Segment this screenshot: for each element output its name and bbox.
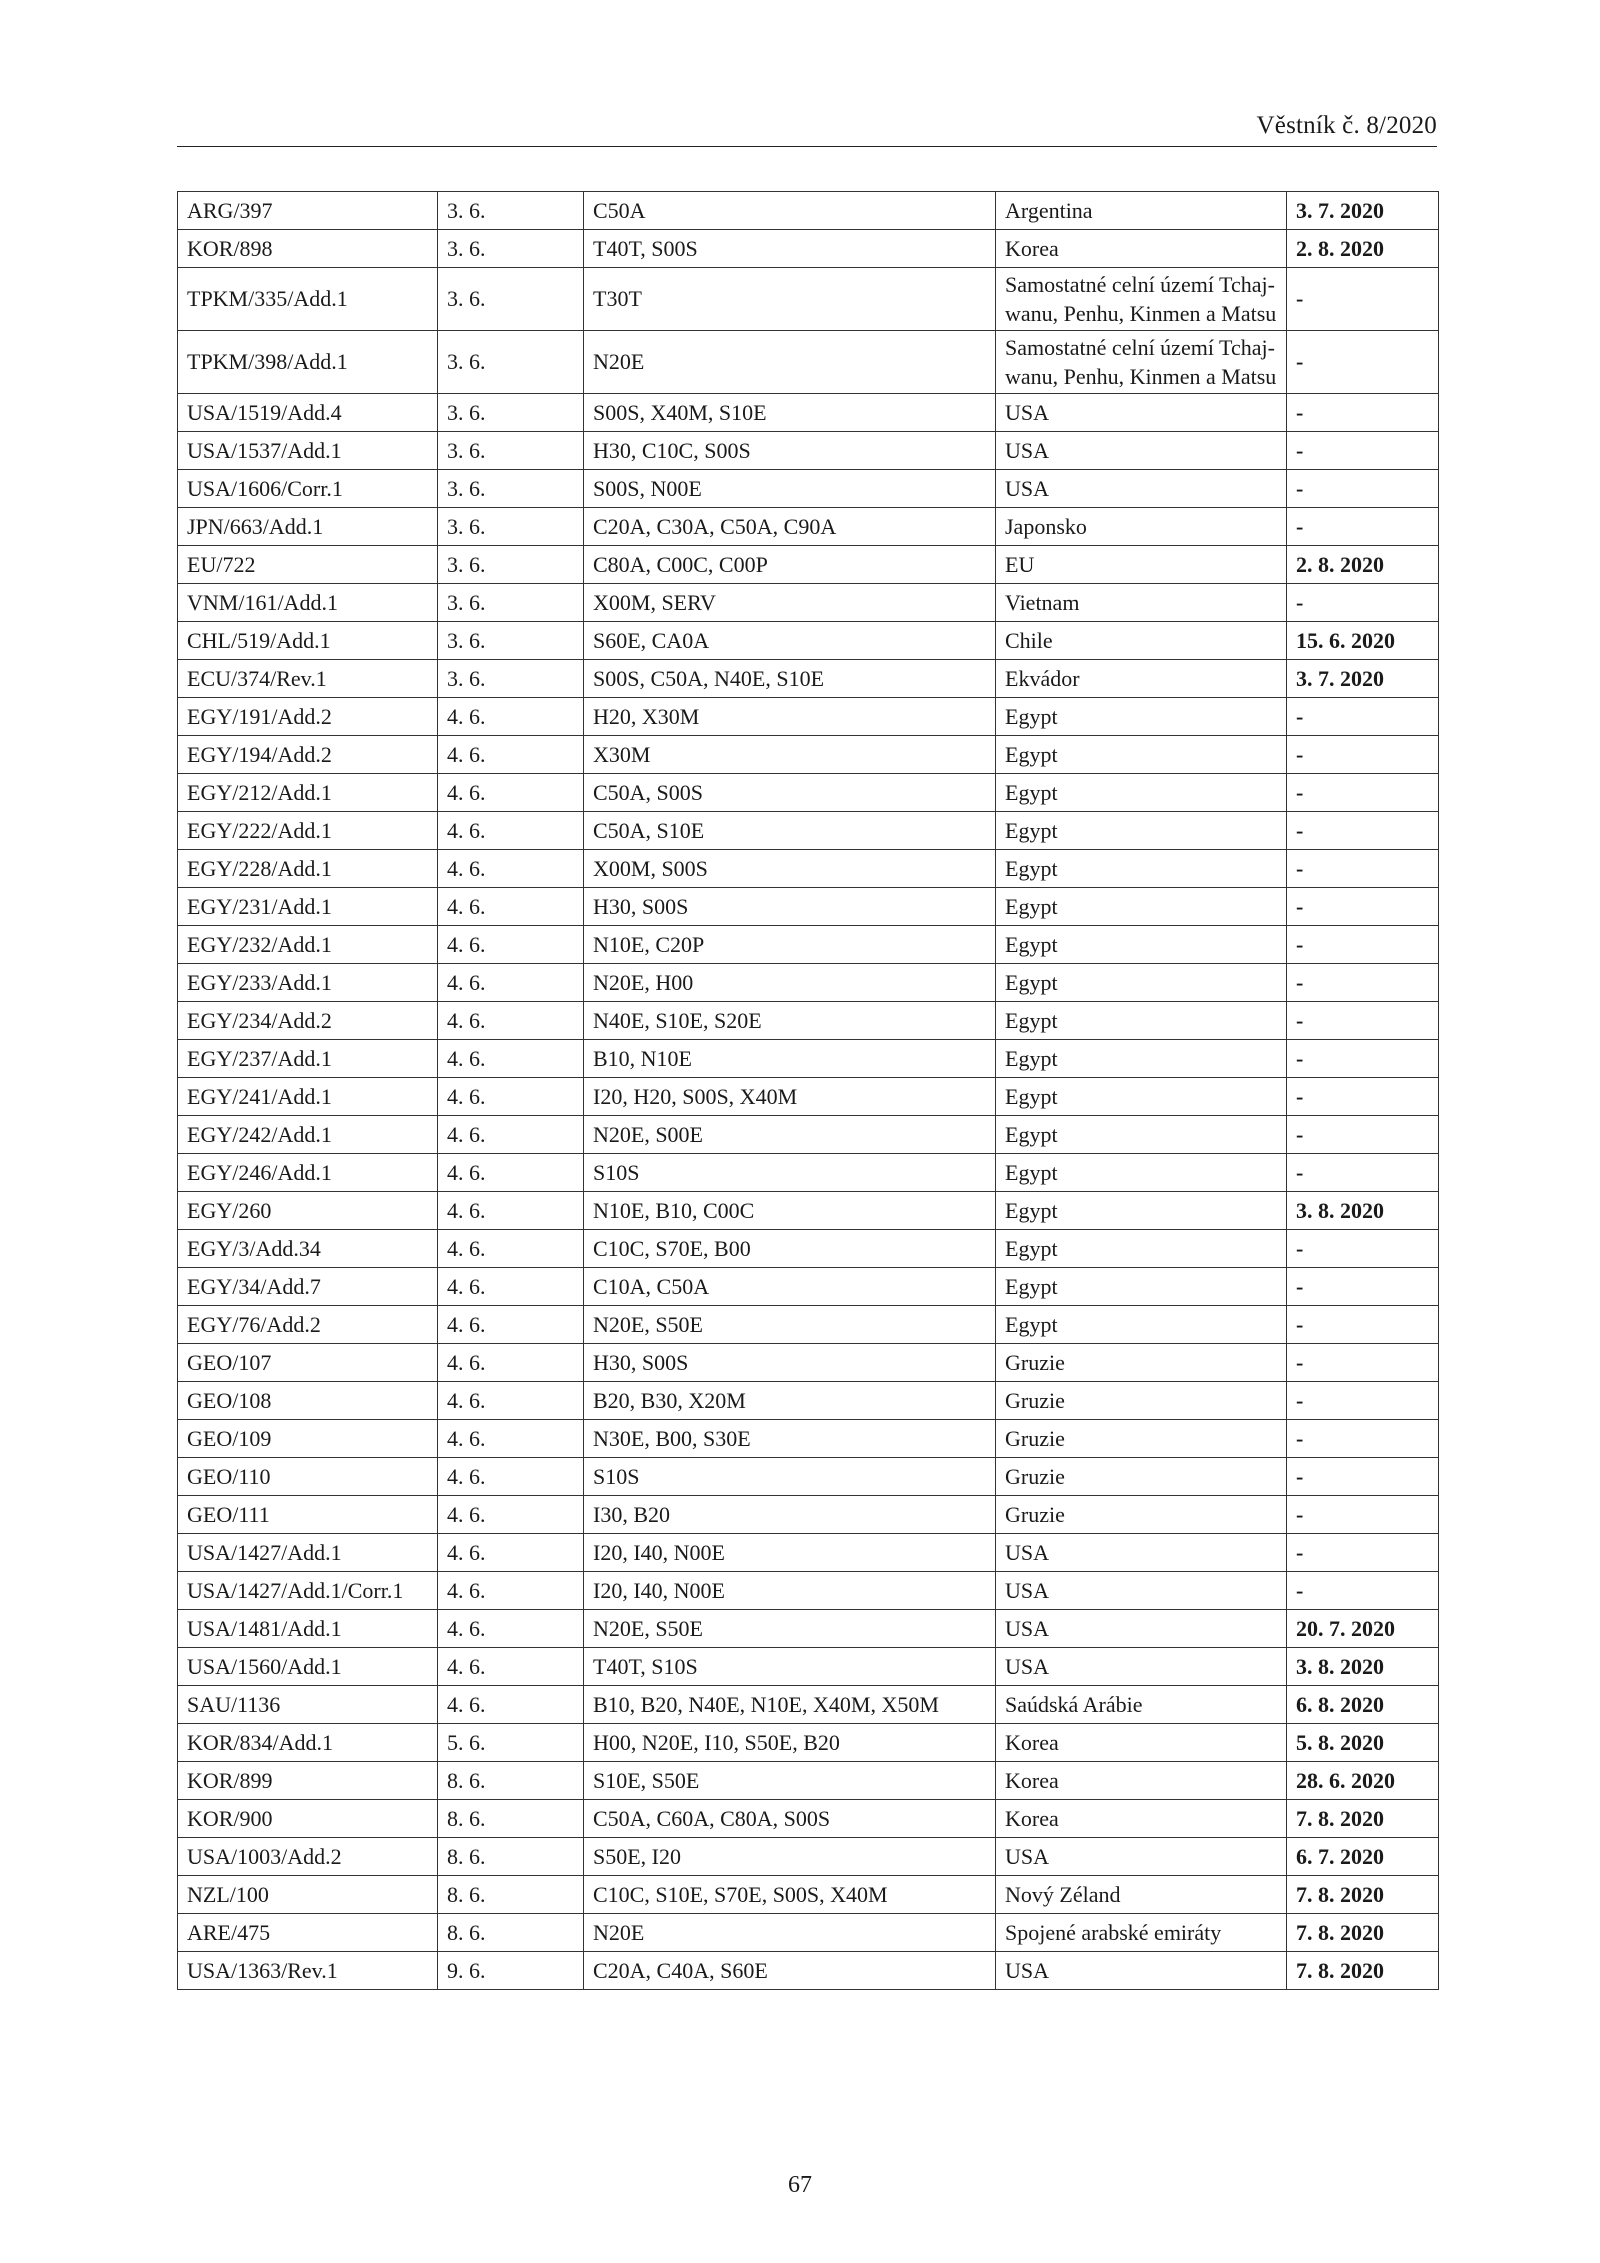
cell-comment-deadline: 20. 7. 2020	[1287, 1610, 1439, 1648]
cell-comment-deadline: 7. 8. 2020	[1287, 1952, 1439, 1990]
cell-comment-deadline: -	[1287, 698, 1439, 736]
cell-country: Nový Zéland	[996, 1876, 1287, 1914]
cell-comment-deadline: 3. 7. 2020	[1287, 660, 1439, 698]
cell-country: Egypt	[996, 888, 1287, 926]
cell-document-symbol: NZL/100	[178, 1876, 438, 1914]
cell-comment-deadline: -	[1287, 1116, 1439, 1154]
cell-date: 4. 6.	[438, 774, 584, 812]
cell-document-symbol: EGY/212/Add.1	[178, 774, 438, 812]
cell-country: Egypt	[996, 850, 1287, 888]
cell-date: 3. 6.	[438, 192, 584, 230]
cell-ics-codes: N20E	[584, 331, 996, 394]
cell-document-symbol: USA/1560/Add.1	[178, 1648, 438, 1686]
notifications-table	[177, 191, 1439, 1990]
cell-ics-codes: S10S	[584, 1458, 996, 1496]
cell-date: 8. 6.	[438, 1876, 584, 1914]
cell-date: 4. 6.	[438, 888, 584, 926]
cell-document-symbol: JPN/663/Add.1	[178, 508, 438, 546]
cell-document-symbol: EGY/228/Add.1	[178, 850, 438, 888]
cell-country: USA	[996, 1534, 1287, 1572]
cell-ics-codes: S10E, S50E	[584, 1762, 996, 1800]
table-row	[178, 1762, 1439, 1800]
cell-date: 4. 6.	[438, 736, 584, 774]
cell-ics-codes: C10A, C50A	[584, 1268, 996, 1306]
table-row	[178, 1800, 1439, 1838]
cell-date: 8. 6.	[438, 1800, 584, 1838]
cell-ics-codes: X00M, SERV	[584, 584, 996, 622]
cell-comment-deadline: -	[1287, 736, 1439, 774]
cell-ics-codes: C50A, S00S	[584, 774, 996, 812]
cell-country: Egypt	[996, 736, 1287, 774]
cell-document-symbol: SAU/1136	[178, 1686, 438, 1724]
cell-date: 4. 6.	[438, 812, 584, 850]
table-row	[178, 1572, 1439, 1610]
cell-document-symbol: GEO/111	[178, 1496, 438, 1534]
cell-document-symbol: EGY/234/Add.2	[178, 1002, 438, 1040]
cell-ics-codes: N20E, H00	[584, 964, 996, 1002]
cell-ics-codes: C50A, C60A, C80A, S00S	[584, 1800, 996, 1838]
cell-ics-codes: C10C, S10E, S70E, S00S, X40M	[584, 1876, 996, 1914]
cell-ics-codes: N30E, B00, S30E	[584, 1420, 996, 1458]
cell-country: Japonsko	[996, 508, 1287, 546]
cell-ics-codes: I20, I40, N00E	[584, 1572, 996, 1610]
cell-date: 4. 6.	[438, 1306, 584, 1344]
cell-date: 4. 6.	[438, 1420, 584, 1458]
cell-country: Egypt	[996, 1078, 1287, 1116]
cell-ics-codes: N40E, S10E, S20E	[584, 1002, 996, 1040]
table-row	[178, 508, 1439, 546]
cell-comment-deadline: -	[1287, 331, 1439, 394]
cell-ics-codes: C50A	[584, 192, 996, 230]
cell-document-symbol: GEO/110	[178, 1458, 438, 1496]
cell-country: Egypt	[996, 1154, 1287, 1192]
table-row	[178, 1914, 1439, 1952]
cell-ics-codes: C50A, S10E	[584, 812, 996, 850]
cell-comment-deadline: -	[1287, 394, 1439, 432]
table-row	[178, 698, 1439, 736]
cell-document-symbol: CHL/519/Add.1	[178, 622, 438, 660]
cell-ics-codes: B10, B20, N40E, N10E, X40M, X50M	[584, 1686, 996, 1724]
cell-ics-codes: I30, B20	[584, 1496, 996, 1534]
cell-country: Korea	[996, 1762, 1287, 1800]
cell-comment-deadline: 3. 7. 2020	[1287, 192, 1439, 230]
cell-comment-deadline: -	[1287, 1040, 1439, 1078]
cell-document-symbol: USA/1427/Add.1	[178, 1534, 438, 1572]
cell-country: Egypt	[996, 926, 1287, 964]
cell-document-symbol: TPKM/335/Add.1	[178, 268, 438, 331]
table-row	[178, 331, 1439, 394]
cell-comment-deadline: 7. 8. 2020	[1287, 1800, 1439, 1838]
cell-comment-deadline: -	[1287, 1458, 1439, 1496]
cell-country: USA	[996, 394, 1287, 432]
cell-comment-deadline: -	[1287, 1154, 1439, 1192]
table-row	[178, 432, 1439, 470]
cell-document-symbol: EGY/260	[178, 1192, 438, 1230]
cell-comment-deadline: -	[1287, 1306, 1439, 1344]
cell-date: 3. 6.	[438, 546, 584, 584]
cell-ics-codes: T40T, S10S	[584, 1648, 996, 1686]
cell-country: Egypt	[996, 698, 1287, 736]
cell-date: 4. 6.	[438, 1268, 584, 1306]
cell-ics-codes: C20A, C30A, C50A, C90A	[584, 508, 996, 546]
cell-date: 4. 6.	[438, 1002, 584, 1040]
cell-document-symbol: TPKM/398/Add.1	[178, 331, 438, 394]
cell-document-symbol: EGY/242/Add.1	[178, 1116, 438, 1154]
cell-country: Vietnam	[996, 584, 1287, 622]
cell-comment-deadline: -	[1287, 1572, 1439, 1610]
cell-country: USA	[996, 1572, 1287, 1610]
cell-country: EU	[996, 546, 1287, 584]
cell-ics-codes: H20, X30M	[584, 698, 996, 736]
table-row	[178, 1534, 1439, 1572]
cell-country: Samostatné celní území Tchaj-wanu, Penhu, Kinmen a Matsu	[996, 268, 1287, 331]
table-row	[178, 1724, 1439, 1762]
cell-date: 4. 6.	[438, 1496, 584, 1534]
cell-country: Gruzie	[996, 1458, 1287, 1496]
table-row	[178, 1002, 1439, 1040]
cell-comment-deadline: -	[1287, 1078, 1439, 1116]
cell-country: Egypt	[996, 812, 1287, 850]
table-row	[178, 192, 1439, 230]
cell-comment-deadline: -	[1287, 1344, 1439, 1382]
cell-document-symbol: EGY/194/Add.2	[178, 736, 438, 774]
cell-comment-deadline: -	[1287, 1230, 1439, 1268]
cell-date: 3. 6.	[438, 508, 584, 546]
cell-date: 4. 6.	[438, 1230, 584, 1268]
cell-document-symbol: EGY/246/Add.1	[178, 1154, 438, 1192]
cell-date: 4. 6.	[438, 1572, 584, 1610]
cell-date: 3. 6.	[438, 622, 584, 660]
cell-comment-deadline: -	[1287, 1382, 1439, 1420]
cell-ics-codes: I20, I40, N00E	[584, 1534, 996, 1572]
cell-country: USA	[996, 1610, 1287, 1648]
cell-comment-deadline: 6. 8. 2020	[1287, 1686, 1439, 1724]
cell-ics-codes: H00, N20E, I10, S50E, B20	[584, 1724, 996, 1762]
cell-ics-codes: N20E, S50E	[584, 1306, 996, 1344]
table-row	[178, 1420, 1439, 1458]
cell-comment-deadline: -	[1287, 812, 1439, 850]
cell-document-symbol: EGY/233/Add.1	[178, 964, 438, 1002]
cell-country: Egypt	[996, 1192, 1287, 1230]
cell-country: Egypt	[996, 1116, 1287, 1154]
cell-date: 4. 6.	[438, 1648, 584, 1686]
cell-document-symbol: EGY/34/Add.7	[178, 1268, 438, 1306]
cell-date: 3. 6.	[438, 432, 584, 470]
cell-comment-deadline: 15. 6. 2020	[1287, 622, 1439, 660]
cell-date: 4. 6.	[438, 1534, 584, 1572]
cell-comment-deadline: -	[1287, 1002, 1439, 1040]
table-row	[178, 230, 1439, 268]
cell-country: Egypt	[996, 774, 1287, 812]
cell-date: 4. 6.	[438, 1344, 584, 1382]
cell-country: Spojené arabské emiráty	[996, 1914, 1287, 1952]
table-row	[178, 1876, 1439, 1914]
cell-document-symbol: EGY/222/Add.1	[178, 812, 438, 850]
cell-document-symbol: EGY/191/Add.2	[178, 698, 438, 736]
cell-country: Egypt	[996, 1002, 1287, 1040]
cell-comment-deadline: 3. 8. 2020	[1287, 1648, 1439, 1686]
table-row	[178, 774, 1439, 812]
header-divider	[177, 146, 1437, 147]
table-row	[178, 850, 1439, 888]
table-row	[178, 1268, 1439, 1306]
cell-country: USA	[996, 432, 1287, 470]
table-row	[178, 584, 1439, 622]
cell-document-symbol: USA/1519/Add.4	[178, 394, 438, 432]
cell-comment-deadline: -	[1287, 926, 1439, 964]
cell-country: Egypt	[996, 1306, 1287, 1344]
cell-country: Egypt	[996, 1268, 1287, 1306]
cell-comment-deadline: -	[1287, 1534, 1439, 1572]
cell-comment-deadline: -	[1287, 774, 1439, 812]
table-row	[178, 1952, 1439, 1990]
table-row	[178, 1838, 1439, 1876]
table-row	[178, 394, 1439, 432]
table-row	[178, 964, 1439, 1002]
cell-country: Korea	[996, 230, 1287, 268]
cell-document-symbol: ECU/374/Rev.1	[178, 660, 438, 698]
cell-document-symbol: USA/1003/Add.2	[178, 1838, 438, 1876]
cell-document-symbol: KOR/834/Add.1	[178, 1724, 438, 1762]
cell-country: USA	[996, 1838, 1287, 1876]
table-row	[178, 1648, 1439, 1686]
cell-country: Gruzie	[996, 1496, 1287, 1534]
cell-date: 3. 6.	[438, 660, 584, 698]
cell-date: 3. 6.	[438, 584, 584, 622]
cell-comment-deadline: 2. 8. 2020	[1287, 546, 1439, 584]
cell-ics-codes: S50E, I20	[584, 1838, 996, 1876]
cell-ics-codes: X00M, S00S	[584, 850, 996, 888]
cell-document-symbol: USA/1481/Add.1	[178, 1610, 438, 1648]
cell-country: Gruzie	[996, 1344, 1287, 1382]
cell-ics-codes: N10E, B10, C00C	[584, 1192, 996, 1230]
cell-ics-codes: I20, H20, S00S, X40M	[584, 1078, 996, 1116]
table-row	[178, 812, 1439, 850]
cell-comment-deadline: -	[1287, 1268, 1439, 1306]
cell-ics-codes: C20A, C40A, S60E	[584, 1952, 996, 1990]
cell-date: 4. 6.	[438, 926, 584, 964]
cell-date: 4. 6.	[438, 1154, 584, 1192]
cell-ics-codes: H30, S00S	[584, 1344, 996, 1382]
table-row	[178, 622, 1439, 660]
cell-document-symbol: EGY/237/Add.1	[178, 1040, 438, 1078]
cell-ics-codes: H30, S00S	[584, 888, 996, 926]
cell-comment-deadline: -	[1287, 888, 1439, 926]
cell-ics-codes: C80A, C00C, C00P	[584, 546, 996, 584]
cell-comment-deadline: 2. 8. 2020	[1287, 230, 1439, 268]
cell-country: Egypt	[996, 1040, 1287, 1078]
cell-ics-codes: S00S, N00E	[584, 470, 996, 508]
cell-document-symbol: EU/722	[178, 546, 438, 584]
table-row	[178, 268, 1439, 331]
table-row	[178, 660, 1439, 698]
cell-date: 3. 6.	[438, 230, 584, 268]
cell-country: USA	[996, 1648, 1287, 1686]
table-row	[178, 888, 1439, 926]
cell-document-symbol: USA/1363/Rev.1	[178, 1952, 438, 1990]
cell-document-symbol: GEO/108	[178, 1382, 438, 1420]
cell-ics-codes: H30, C10C, S00S	[584, 432, 996, 470]
cell-date: 4. 6.	[438, 1040, 584, 1078]
table-row	[178, 926, 1439, 964]
cell-comment-deadline: 28. 6. 2020	[1287, 1762, 1439, 1800]
cell-document-symbol: ARG/397	[178, 192, 438, 230]
cell-country: Egypt	[996, 1230, 1287, 1268]
cell-document-symbol: USA/1606/Corr.1	[178, 470, 438, 508]
cell-document-symbol: KOR/899	[178, 1762, 438, 1800]
cell-date: 4. 6.	[438, 1192, 584, 1230]
cell-document-symbol: USA/1537/Add.1	[178, 432, 438, 470]
table-row	[178, 546, 1439, 584]
cell-date: 4. 6.	[438, 1078, 584, 1116]
cell-document-symbol: ARE/475	[178, 1914, 438, 1952]
cell-document-symbol: VNM/161/Add.1	[178, 584, 438, 622]
cell-country: Saúdská Arábie	[996, 1686, 1287, 1724]
cell-date: 8. 6.	[438, 1762, 584, 1800]
cell-country: Ekvádor	[996, 660, 1287, 698]
cell-date: 4. 6.	[438, 1116, 584, 1154]
cell-country: Gruzie	[996, 1382, 1287, 1420]
table-row	[178, 1040, 1439, 1078]
cell-country: Argentina	[996, 192, 1287, 230]
cell-ics-codes: X30M	[584, 736, 996, 774]
table-row	[178, 1116, 1439, 1154]
cell-country: Egypt	[996, 964, 1287, 1002]
cell-comment-deadline: -	[1287, 584, 1439, 622]
cell-date: 4. 6.	[438, 1610, 584, 1648]
cell-comment-deadline: 7. 8. 2020	[1287, 1914, 1439, 1952]
cell-comment-deadline: 5. 8. 2020	[1287, 1724, 1439, 1762]
cell-date: 4. 6.	[438, 1458, 584, 1496]
cell-date: 8. 6.	[438, 1914, 584, 1952]
cell-date: 4. 6.	[438, 850, 584, 888]
cell-date: 4. 6.	[438, 964, 584, 1002]
cell-country: USA	[996, 1952, 1287, 1990]
table-row	[178, 1496, 1439, 1534]
cell-ics-codes: S10S	[584, 1154, 996, 1192]
table-body	[178, 192, 1439, 1990]
cell-date: 5. 6.	[438, 1724, 584, 1762]
cell-date: 9. 6.	[438, 1952, 584, 1990]
cell-comment-deadline: -	[1287, 508, 1439, 546]
table-row	[178, 1230, 1439, 1268]
cell-ics-codes: S60E, CA0A	[584, 622, 996, 660]
cell-ics-codes: B10, N10E	[584, 1040, 996, 1078]
cell-date: 4. 6.	[438, 698, 584, 736]
cell-date: 3. 6.	[438, 268, 584, 331]
cell-document-symbol: GEO/109	[178, 1420, 438, 1458]
table-row	[178, 1344, 1439, 1382]
cell-comment-deadline: -	[1287, 1420, 1439, 1458]
table-row	[178, 1154, 1439, 1192]
table-row	[178, 736, 1439, 774]
cell-document-symbol: GEO/107	[178, 1344, 438, 1382]
cell-ics-codes: N20E	[584, 1914, 996, 1952]
cell-ics-codes: N20E, S00E	[584, 1116, 996, 1154]
cell-ics-codes: C10C, S70E, B00	[584, 1230, 996, 1268]
cell-document-symbol: EGY/241/Add.1	[178, 1078, 438, 1116]
cell-ics-codes: S00S, X40M, S10E	[584, 394, 996, 432]
cell-comment-deadline: -	[1287, 470, 1439, 508]
cell-country: Korea	[996, 1724, 1287, 1762]
cell-ics-codes: T30T	[584, 268, 996, 331]
cell-ics-codes: T40T, S00S	[584, 230, 996, 268]
table-row	[178, 1610, 1439, 1648]
table-row	[178, 1382, 1439, 1420]
page-number: 67	[788, 2172, 812, 2198]
table-row	[178, 1306, 1439, 1344]
cell-document-symbol: EGY/3/Add.34	[178, 1230, 438, 1268]
cell-country: USA	[996, 470, 1287, 508]
cell-comment-deadline: 3. 8. 2020	[1287, 1192, 1439, 1230]
cell-comment-deadline: -	[1287, 850, 1439, 888]
cell-ics-codes: N10E, C20P	[584, 926, 996, 964]
cell-country: Korea	[996, 1800, 1287, 1838]
cell-date: 4. 6.	[438, 1686, 584, 1724]
cell-document-symbol: EGY/76/Add.2	[178, 1306, 438, 1344]
cell-comment-deadline: 6. 7. 2020	[1287, 1838, 1439, 1876]
cell-document-symbol: EGY/232/Add.1	[178, 926, 438, 964]
journal-issue-header: Věstník č. 8/2020	[1256, 112, 1437, 139]
cell-date: 3. 6.	[438, 331, 584, 394]
cell-country: Gruzie	[996, 1420, 1287, 1458]
cell-ics-codes: S00S, C50A, N40E, S10E	[584, 660, 996, 698]
cell-document-symbol: EGY/231/Add.1	[178, 888, 438, 926]
cell-comment-deadline: -	[1287, 268, 1439, 331]
table-row	[178, 1458, 1439, 1496]
cell-country: Samostatné celní území Tchaj-wanu, Penhu, Kinmen a Matsu	[996, 331, 1287, 394]
cell-comment-deadline: -	[1287, 964, 1439, 1002]
cell-date: 3. 6.	[438, 470, 584, 508]
table-row	[178, 470, 1439, 508]
cell-document-symbol: KOR/898	[178, 230, 438, 268]
cell-comment-deadline: 7. 8. 2020	[1287, 1876, 1439, 1914]
table-row	[178, 1078, 1439, 1116]
cell-document-symbol: KOR/900	[178, 1800, 438, 1838]
cell-comment-deadline: -	[1287, 432, 1439, 470]
cell-date: 3. 6.	[438, 394, 584, 432]
cell-date: 4. 6.	[438, 1382, 584, 1420]
table-row	[178, 1192, 1439, 1230]
cell-country: Chile	[996, 622, 1287, 660]
cell-ics-codes: B20, B30, X20M	[584, 1382, 996, 1420]
cell-date: 8. 6.	[438, 1838, 584, 1876]
table-row	[178, 1686, 1439, 1724]
cell-comment-deadline: -	[1287, 1496, 1439, 1534]
cell-ics-codes: N20E, S50E	[584, 1610, 996, 1648]
cell-document-symbol: USA/1427/Add.1/Corr.1	[178, 1572, 438, 1610]
